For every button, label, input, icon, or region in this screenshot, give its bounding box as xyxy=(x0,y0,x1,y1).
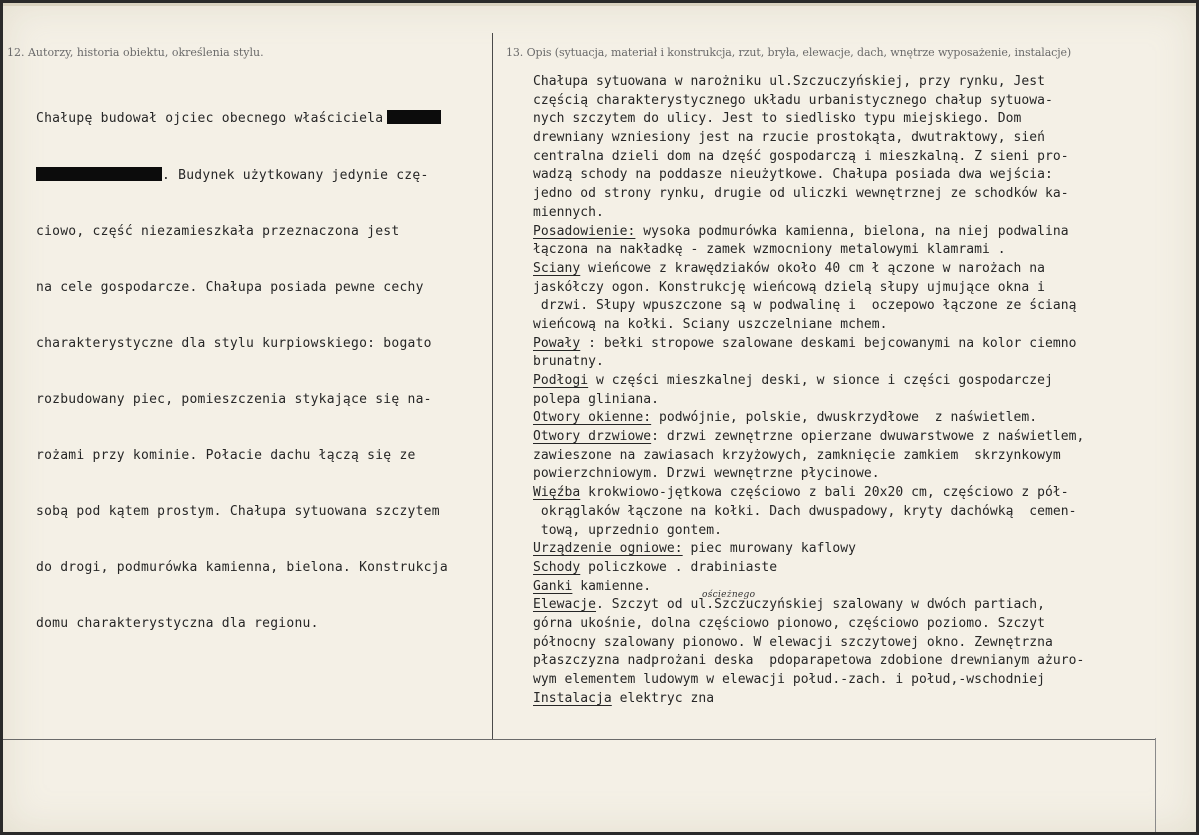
text-line xyxy=(533,615,1084,634)
field-text: polepa gliniana. xyxy=(533,391,660,407)
field-text: podwójnie, polskie, dwuskrzydłowe z naświetlem. xyxy=(651,410,1038,426)
field-text: zawieszone na zawiasach krzyżowych, zamknięcie zamkiem skrzynkowym xyxy=(533,447,1061,463)
text-line xyxy=(533,92,1084,111)
field-label: Ganki xyxy=(533,578,573,594)
text-line xyxy=(533,578,1084,597)
field-text: krokwiowo-jętkowa częściowo z bali 20x20 cm, częściowo z pół- xyxy=(580,485,1069,501)
text-line xyxy=(533,241,1084,260)
field-text: elektryc zna xyxy=(611,690,715,706)
field-label: Więźba xyxy=(533,485,581,501)
field-text: : bełki stropowe szalowane deskami bejcowanymi na kolor ciemno xyxy=(580,335,1077,351)
field-text: tową, uprzednio gontem. xyxy=(533,522,723,538)
field-text: w części mieszkalnej deski, w sionce i części gospodarczej xyxy=(588,373,1053,388)
field-label: Instalacja xyxy=(533,690,612,706)
corner-divider xyxy=(1155,738,1156,832)
text-line: sobą pod kątem prostym. Chałupa sytuowana szczytem xyxy=(36,504,440,520)
field-text: częścią charakterystycznego układu urbanistycznego chałup sytuowa- xyxy=(533,92,1053,108)
text-line xyxy=(533,204,1084,223)
text-line xyxy=(533,129,1084,148)
field-text: górna ukośnie, dolna częściowo pionowo, częściowo poziomo. Szczyt xyxy=(533,615,1045,631)
text-line xyxy=(533,372,1084,391)
field-text: wysoka podmurówka kamienna, bielona, na niej podwalina xyxy=(635,223,1069,239)
section-13-text xyxy=(533,73,1084,708)
field-label: Posadowienie: xyxy=(533,223,636,239)
field-text: wadzą schody na poddasze nieużytkowe. Chałupa posiada dwa wejścia: xyxy=(533,167,1053,183)
field-label: Schody xyxy=(533,559,581,575)
text-line xyxy=(533,522,1084,541)
column-divider xyxy=(492,33,493,739)
field-text: płaszczyzna nadprożani deska pdoparapetowa zdobione drewnianym ażuro- xyxy=(533,653,1085,669)
field-text: piec murowany kaflowy xyxy=(682,541,856,557)
text-line: rożami przy kominie. Połacie dachu łączą się ze xyxy=(36,447,416,463)
text-line xyxy=(533,316,1084,335)
text-line xyxy=(533,185,1084,204)
field-text: kamienne. xyxy=(572,578,652,594)
field-label: Otwory drzwiowe xyxy=(533,429,652,445)
card-top-edge xyxy=(3,3,1196,6)
text-line: Chałupę budował ojciec obecnego właściciela xyxy=(36,110,448,129)
field-text: brunatny. xyxy=(533,354,604,370)
text-line: domu charakterystyczna dla regionu. xyxy=(36,616,319,632)
field-label: Powały xyxy=(533,335,581,351)
field-text: drewniany wzniesiony jest na rzucie prostokąta, dwutraktowy, sień xyxy=(533,130,1045,146)
text-line xyxy=(533,391,1084,410)
redaction-bar xyxy=(387,110,441,124)
text-line xyxy=(533,223,1084,242)
section-12-text xyxy=(36,73,448,671)
text-line xyxy=(533,297,1084,316)
field-text: północny szalowany pionowo. W elewacji szczytowej okno. Zewnętrzna xyxy=(533,634,1053,650)
field-text: drzwi. Słupy wpuszczone są w podwalinę i oczepowo łączone ze ścianą xyxy=(533,298,1077,314)
text-line xyxy=(533,540,1084,559)
field-text: : drzwi zewnętrzne opierzane dwuwarstwowe z naświetlem, xyxy=(651,429,1085,445)
field-text: wieńcową na kołki. Sciany uszczelniane mchem. xyxy=(533,316,888,332)
redaction-bar xyxy=(36,167,162,181)
text-line: na cele gospodarcze. Chałupa posiada pewne cechy xyxy=(36,279,424,295)
text-line xyxy=(533,652,1084,671)
field-label: Sciany xyxy=(533,260,581,276)
field-label: Podłogi xyxy=(533,373,589,388)
text-line xyxy=(533,671,1084,690)
field-label: Urządzenie ogniowe: xyxy=(533,541,683,557)
field-label: Elewacje xyxy=(533,597,597,613)
field-text: wieńcowe z krawędziaków około 40 cm ł ączone w narożach na xyxy=(580,260,1045,276)
text-line xyxy=(533,465,1084,484)
text-line xyxy=(533,166,1084,185)
field-text: jaskółczy ogon. Konstrukcję wieńcową dzielą słupy ujmujące okna i xyxy=(533,279,1045,295)
field-text: . Szczyt od ul.Szczuczyńskiej szalowany w dwóch partiach, xyxy=(596,597,1045,613)
text-line xyxy=(533,428,1084,447)
text-line xyxy=(533,484,1084,503)
text-line xyxy=(533,447,1084,466)
text-line xyxy=(533,148,1084,167)
record-card xyxy=(3,3,1196,832)
text-line xyxy=(533,409,1084,428)
field-text: policzkowe . drabiniaste xyxy=(580,559,778,575)
field-text: Chałupa sytuowana w narożniku ul.Szczuczyńskiej, przy rynku, Jest xyxy=(533,74,1045,89)
text-line xyxy=(533,335,1084,354)
text-line xyxy=(533,634,1084,653)
text-line xyxy=(533,503,1084,522)
field-text: okrąglaków łączone na kołki. Dach dwuspadowy, kryty dachówką cemen- xyxy=(533,503,1077,519)
bottom-divider xyxy=(3,739,1155,740)
field-text: wym elementem ludowym w elewacji połud.-zach. i połud,-wschodniej xyxy=(533,672,1045,687)
text-line xyxy=(533,559,1084,578)
text-line: do drogi, podmurówka kamienna, bielona. Konstrukcja xyxy=(36,560,448,576)
text-line xyxy=(533,73,1084,92)
field-label: Otwory okienne: xyxy=(533,410,652,426)
section-12-caption: 12. Autorzy, historia obiektu, określenia stylu. xyxy=(7,46,264,59)
text-line xyxy=(533,279,1084,298)
text-line xyxy=(533,353,1084,372)
handwritten-note: ościeżnego xyxy=(702,590,756,600)
section-13-caption: 13. Opis (sytuacja, materiał i konstrukcja, rzut, bryła, elewacje, dach, wnętrze wyposażenie, instalacje) xyxy=(506,46,1072,59)
field-text: jedno od strony rynku, drugie od uliczki wewnętrznej ze schodków ka- xyxy=(533,186,1069,202)
text-line: rozbudowany piec, pomieszczenia stykające się na- xyxy=(36,391,432,407)
field-text: powierzchniowym. Drzwi wewnętrzne płycinowe. xyxy=(533,466,880,482)
text-line xyxy=(533,110,1084,129)
text-line: charakterystyczne dla stylu kurpiowskiego: bogato xyxy=(36,335,432,351)
field-text: nych szczytem do ulicy. Jest to siedlisko typu miejskiego. Dom xyxy=(533,111,1022,127)
field-text: centralna dzieli dom na dzęść gospodarczą i mieszkalną. Z sieni pro- xyxy=(533,148,1069,164)
text-line: . Budynek użytkowany jedynie czę- xyxy=(36,167,448,186)
text-line xyxy=(533,260,1084,279)
text-line xyxy=(533,596,1084,615)
field-text: łączona na nakładkę - zamek wzmocniony metalowymi klamrami . xyxy=(533,242,1006,258)
text-line: ciowo, część niezamieszkała przeznaczona jest xyxy=(36,223,400,239)
field-text: miennych. xyxy=(533,204,604,220)
text-line xyxy=(533,690,1084,709)
